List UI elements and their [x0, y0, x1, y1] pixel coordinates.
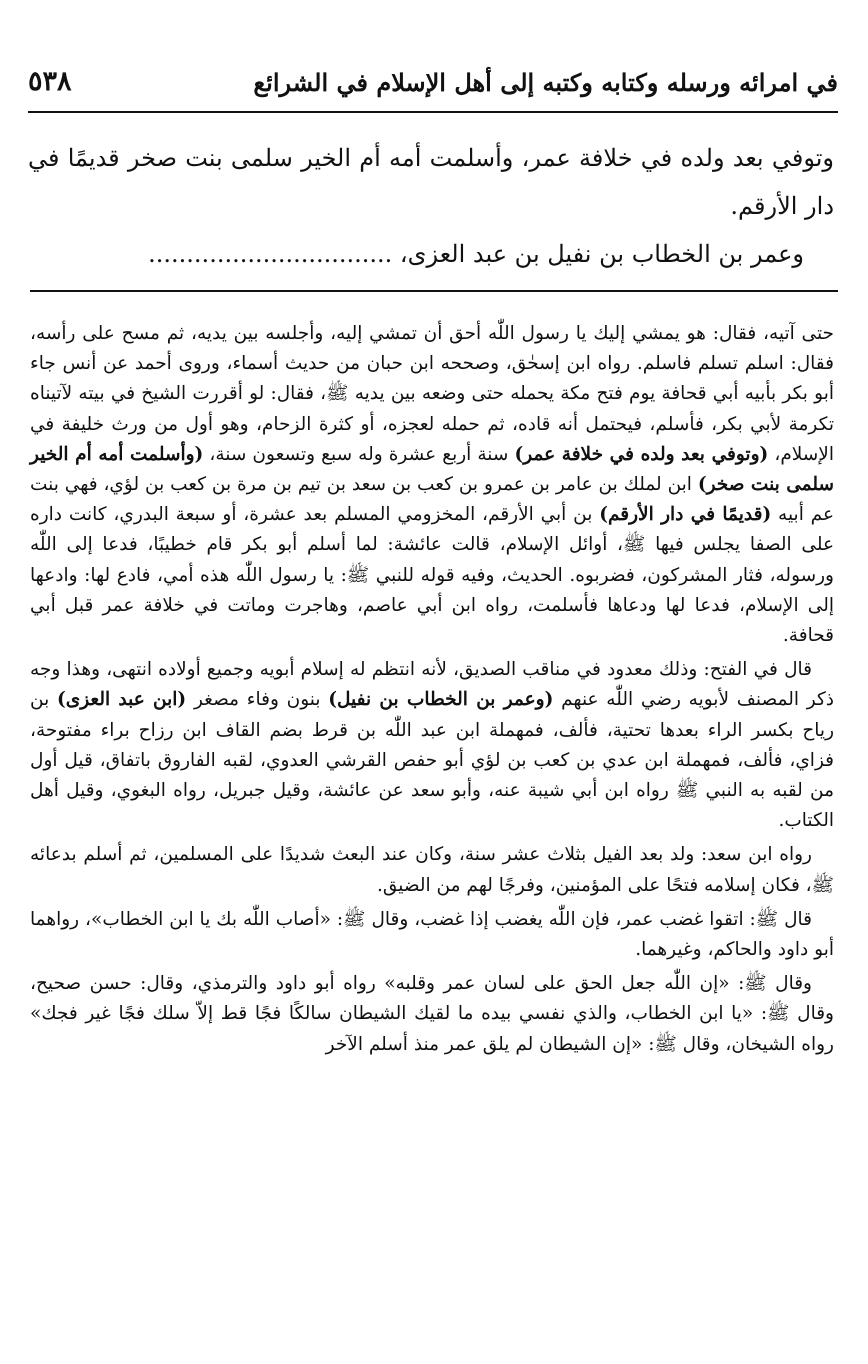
commentary-text: بن رياح بكسر الراء بعدها تحتية، فألف، فمهملة ابن عبد اللّٰه بن قرط بضم القاف ابن رزاح براء مفتوحة، فزاي، فألف، فمهملة ابن عدي بن كعب بن لؤي أبو حفص القرشي العدوي، لقبه الفاروق باتفاق، قيل أول من لقبه به النبي ﷺ رواه ابن أبي شيبة عنه، وأبو سعد عن عائشة، وقيل جبريل، رواه البغوي، وقيل أهل الكتاب. [30, 689, 834, 832]
commentary [30, 319, 834, 1064]
running-title: في امرائه ورسله وكتابه وكتبه إلى أهل الإسلام في الشرائع [253, 68, 838, 97]
main-text [28, 134, 834, 278]
page-number: ٥٣٨ [28, 66, 72, 97]
main-text-line [28, 230, 834, 278]
commentary-text: ابن لملك بن عامر بن عمرو بن كعب بن سعد بن تيم بن مرة بن كعب بن لؤي، فهي بنت عم أبيه [30, 474, 835, 526]
commentary-paragraph: رواه ابن سعد: ولد بعد الفيل بثلاث عشر سنة، وكان عند البعث شديدًا على المسلمين، ثم أسلم بدعائه ﷺ، فكان إسلامه فتحًا على المؤمنين، وفرجًا لهم من الضيق. [30, 844, 834, 896]
commentary-text: سنة أربع عشرة وله سبع وتسعون سنة، [209, 443, 509, 465]
page-header [28, 62, 838, 108]
quoted-main-text: (قديمًا في دار الأرقم) [599, 504, 772, 526]
commentary-text: بن أبي الأرقم، المخزومي المسلم بعد عشرة، أو سبعة البدري، كانت داره على الصفا يجلس فيها ﷺ، أوائل الإسلام، قالت عائشة: لما أسلم أبو بكر قام خطيبًا، فدعا إلى اللّٰه ورسوله، فثار المشركون، فضربوه. الحديث، وفيه قوله للنبي ﷺ: يا رسول اللّٰه هذه أمي، فادع لها: وادعها إلى الإسلام، فدعا لها ودعاها فأسلمت، رواه ابن أبي عاصم، وهاجرت وماتت في خلافة عمر قبل أبي قحافة. [30, 504, 834, 647]
commentary-paragraph: وقال ﷺ: «إن اللّٰه جعل الحق على لسان عمر وقلبه» رواه أبو داود والترمذي، وقال: حسن صحيح، وقال ﷺ: «يا ابن الخطاب، والذي نفسي بيده ما لقيك الشيطان سالكًا فجًا قط إلاّ سلك فجًا غير فجك» رواه الشيخان، وقال ﷺ: «إن الشيطان لم يلق عمر منذ أسلم الآخر [30, 973, 834, 1055]
commentary-paragraph [30, 655, 834, 836]
commentary-text: بنون وفاء مصغر [193, 689, 321, 711]
main-text-phrase: وعمر بن الخطاب بن نفيل بن عبد العزى، [399, 240, 804, 268]
commentary-text: قال في الفتح: وذلك معدود في مناقب الصديق، لأنه انتظم له إسلام أبويه وجميع أولاده انتهى، وهذا وجه ذكر المصنف لأبويه رضي اللّٰه عنهم [30, 659, 834, 711]
header-rule [28, 111, 838, 113]
commentary-paragraph [30, 319, 834, 651]
section-divider [30, 290, 838, 292]
quoted-main-text: (وتوفي بعد ولده في خلافة عمر) [514, 443, 769, 465]
commentary-paragraph: قال ﷺ: اتقوا غضب عمر، فإن اللّٰه يغضب إذا غضب، وقال ﷺ: «أصاب اللّٰه بك يا ابن الخطاب»، رواهما أبو داود والحاكم، وغيرهما. [30, 908, 834, 961]
ellipsis-dots: ................................ [148, 240, 393, 268]
quoted-main-text: (وعمر بن الخطاب بن نفيل) [328, 689, 554, 711]
quoted-main-text: (ابن عبد العزى) [56, 689, 187, 711]
commentary-text: حتى آتيه، فقال: هو يمشي إليك يا رسول اللّٰه أحق أن تمشي إليه، وأجلسه بين يديه، ثم مسح على رأسه، فقال: اسلم تسلم فاسلم. رواه ابن إسحٰق، وصححه ابن حبان من حديث أسماء، وروى أحمد عن أنس جاء أبو بكر بأبيه أبي قحافة يوم فتح مكة يحمله حتى وضعه بين يديه ﷺ، فقال: لو أقررت الشيخ في بيته لآتيناه تكرمة لأبي بكر، فأسلم، فيحتمل أنه قاده، ثم حمله لعجزه، أو كثرة الزحام، وهو أول من ورث خليفة في الإسلام، [30, 323, 834, 465]
quoted-main-text: (وأسلمت أمه أم الخير سلمى بنت صخر) [30, 443, 834, 496]
main-text-line: وتوفي بعد ولده في خلافة عمر، وأسلمت أمه أم الخير سلمى بنت صخر قديمًا في دار الأرقم. [28, 144, 834, 220]
